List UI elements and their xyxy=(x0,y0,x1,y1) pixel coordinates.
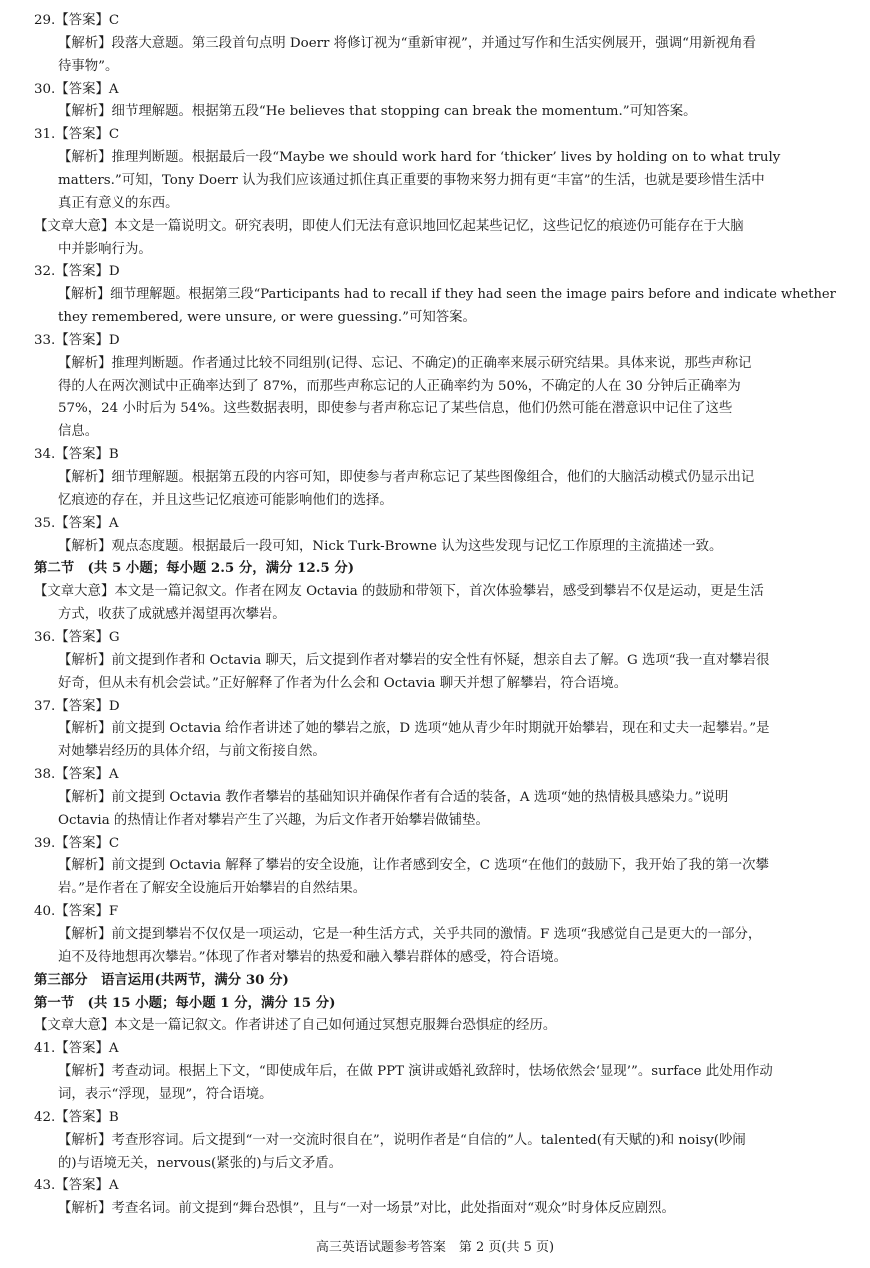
text-line: 【文章大意】本文是一篇记叙文。作者在网友 Octavia 的鼓励和带领下，首次体验攀岩，感受到攀岩不仅是运动，更是生活 xyxy=(34,584,764,600)
answer-line: 41.【答案】A xyxy=(34,1041,119,1057)
analysis-line: 【解析】观点态度题。根据最后一段可知，Nick Turk-Browne 认为这些发现与记忆工作原理的主流描述一致。 xyxy=(58,538,723,554)
text-line: 迫不及待地想再次攀岩。”体现了作者对攀岩的热爱和融入攀岩群体的感受，符合语境。 xyxy=(58,949,567,965)
answer-line: 40.【答案】F xyxy=(34,904,119,920)
answer-line: 35.【答案】A xyxy=(34,515,119,531)
analysis-line: 【解析】细节理解题。根据第五段“He believes that stopping can break the momentum.”可知答案。 xyxy=(58,104,697,120)
text-line: 忆痕迹的存在，并且这些记忆痕迹可能影响他们的选择。 xyxy=(58,492,393,508)
section-heading: 第一节 (共 15 小题；每小题 1 分，满分 15 分) xyxy=(34,994,336,1011)
text-line: Octavia 的热情让作者对攀岩产生了兴趣，为后文作者开始攀岩做铺垫。 xyxy=(58,812,489,828)
analysis-line: 【解析】考查形容词。后文提到“一对一交流时很自在”，说明作者是“自信的”人。talented(有天赋的)和 noisy(吵闹 xyxy=(58,1132,746,1148)
answer-line: 34.【答案】B xyxy=(34,447,119,463)
section-heading: 第三部分 语言运用(共两节，满分 30 分) xyxy=(34,971,289,988)
analysis-line: 【解析】细节理解题。根据第五段的内容可知，即使参与者声称忘记了某些图像组合，他们的大脑活动模式仍显示出记 xyxy=(58,470,755,485)
text-line: 好奇，但从未有机会尝试。”正好解释了作者为什么会和 Octavia 聊天并想了解攀岩，符合语境。 xyxy=(58,675,628,691)
analysis-line: 【解析】前文提到 Octavia 解释了攀岩的安全设施，让作者感到安全，C 选项“在他们的鼓励下，我开始了我的第一次攀 xyxy=(58,858,769,874)
answer-line: 36.【答案】G xyxy=(34,629,120,645)
answer-line: 31.【答案】C xyxy=(34,127,120,143)
text-line: 57%，24 小时后为 54%。这些数据表明，即使参与者声称忘记了某些信息，他们仍然可能在潜意识中记住了这些 xyxy=(58,401,733,417)
answer-line: 33.【答案】D xyxy=(34,332,120,348)
text-line: 中并影响行为。 xyxy=(58,241,152,257)
answer-line: 32.【答案】D xyxy=(34,264,120,280)
text-line: 信息。 xyxy=(58,424,99,440)
analysis-line: 【解析】细节理解题。根据第三段“Participants had to recall if they had seen the image pairs before and indicate whether xyxy=(58,287,836,303)
analysis-line: 【解析】前文提到 Octavia 教作者攀岩的基础知识并确保作者有合适的装备，A 选项“她的热情极具感染力。”说明 xyxy=(58,789,729,805)
text-line: 方式，收获了成就感并渴望再次攀岩。 xyxy=(58,607,286,623)
text-line: 【文章大意】本文是一篇说明文。研究表明，即使人们无法有意识地回忆起某些记忆，这些记忆的痕迹仍可能存在于大脑 xyxy=(34,218,744,234)
text-line: 真正有意义的东西。 xyxy=(58,195,179,211)
answer-line: 30.【答案】A xyxy=(34,81,119,97)
text-line: 【文章大意】本文是一篇记叙文。作者讲述了自己如何通过冥想克服舞台恐惧症的经历。 xyxy=(34,1018,557,1034)
answer-line: 39.【答案】C xyxy=(34,835,120,851)
analysis-line: 【解析】推理判断题。作者通过比较不同组别(记得、忘记、不确定)的正确率来展示研究结果。具体来说，那些声称记 xyxy=(58,355,752,371)
text-line: matters.”可知，Tony Doerr 认为我们应该通过抓住真正重要的事物来努力拥有更“丰富”的生活，也就是要珍惜生活中 xyxy=(58,172,765,188)
answer-line: 38.【答案】A xyxy=(34,767,119,783)
section-heading: 第二节 (共 5 小题；每小题 2.5 分，满分 12.5 分) xyxy=(34,560,355,577)
analysis-line: 【解析】前文提到 Octavia 给作者讲述了她的攀岩之旅，D 选项“她从青少年时期就开始攀岩，现在和丈夫一起攀岩。”是 xyxy=(58,721,770,737)
text-line: 待事物”。 xyxy=(58,58,119,74)
text-line: 的)与语境无关，nervous(紧张的)与后文矛盾。 xyxy=(58,1155,342,1171)
answer-line: 42.【答案】B xyxy=(34,1109,119,1125)
analysis-line: 【解析】推理判断题。根据最后一段“Maybe we should work hard for ‘thicker’ lives by holding on to what truly xyxy=(58,150,781,166)
answer-line: 37.【答案】D xyxy=(34,698,120,714)
page-footer: 高三英语试题参考答案 第 2 页(共 5 页) xyxy=(315,1240,555,1255)
answer-line: 43.【答案】A xyxy=(34,1178,119,1194)
analysis-line: 【解析】考查名词。前文提到“舞台恐惧”，且与“一对一场景”对比，此处指面对“观众”时身体反应剧烈。 xyxy=(58,1201,675,1217)
analysis-line: 【解析】前文提到攀岩不仅仅是一项运动，它是一种生活方式，关乎共同的激情。F 选项“我感觉自己是更大的一部分， xyxy=(58,927,762,942)
text-line: 词，表示“浮现，显现”，符合语境。 xyxy=(58,1086,273,1102)
text-line: 对她攀岩经历的具体介绍，与前文衔接自然。 xyxy=(58,744,326,760)
analysis-line: 【解析】考查动词。根据上下文，“即使成年后，在做 PPT 演讲或婚礼致辞时，怯场依然会‘显现’”。surface 此处用作动 xyxy=(58,1064,773,1080)
text-line: 得的人在两次测试中正确率达到了 87%，而那些声称忘记的人正确率约为 50%，不确定的人在 30 分钟后正确率为 xyxy=(58,378,741,394)
analysis-line: 【解析】段落大意题。第三段首句点明 Doerr 将修订视为“重新审视”，并通过写作和生活实例展开，强调“用新视角看 xyxy=(58,35,756,51)
text-line: they remembered, were unsure, or were guessing.”可知答案。 xyxy=(58,310,476,326)
text-line: 岩。”是作者在了解安全设施后开始攀岩的自然结果。 xyxy=(58,881,367,897)
analysis-line: 【解析】前文提到作者和 Octavia 聊天，后文提到作者对攀岩的安全性有怀疑，想亲自去了解。G 选项“我一直对攀岩很 xyxy=(58,652,770,668)
answer-line: 29.【答案】C xyxy=(34,13,120,28)
